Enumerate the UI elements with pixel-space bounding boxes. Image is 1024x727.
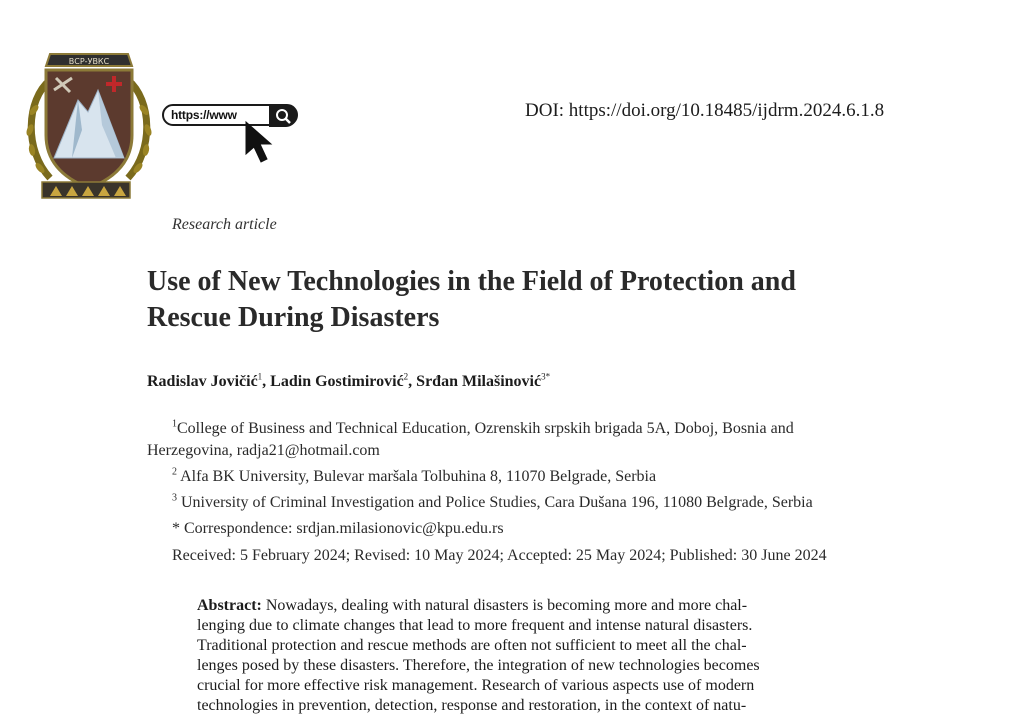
publication-dates: Received: 5 February 2024; Revised: 10 May 2024; Accepted: 25 May 2024; Published: 30 June 2024 — [172, 547, 827, 564]
arrow-cursor-icon — [244, 120, 278, 166]
affiliation-sup: 2 — [172, 466, 177, 478]
abstract-line: Traditional protection and rescue methods are often not sufficient to meet all the chal- — [197, 637, 747, 654]
abstract-line: crucial for more effective risk management. Research of various aspects use of modern — [197, 677, 755, 694]
author-name: Radislav Jovičić — [147, 373, 258, 390]
abstract-label: Abstract: — [197, 597, 262, 614]
affiliation-sup: 3 — [172, 492, 177, 504]
author-sup: 1 — [257, 371, 263, 382]
author-sup: 3* — [541, 371, 551, 382]
url-text: https://www — [171, 108, 237, 122]
abstract-line: lenges posed by these disasters. Therefore, the integration of new technologies becomes — [197, 657, 760, 674]
author-name: Ladin Gostimirović — [270, 373, 404, 390]
journal-crest-icon — [20, 40, 158, 202]
affiliation-sup: 1 — [172, 418, 177, 430]
title-line: Rescue During Disasters — [147, 302, 440, 333]
url-search-badge — [162, 104, 302, 166]
doi-link[interactable]: DOI: https://doi.org/10.18485/ijdrm.2024.6.1.8 — [525, 100, 885, 121]
author-sup: 2 — [403, 371, 409, 382]
affiliation-text: University of Criminal Investigation and Police Studies, Cara Dušana 196, 11080 Belgrade, Serbia — [181, 494, 813, 511]
author-list: Radislav Jovičić$^1$, Ladin Gostimirović$^2$, Srđan Milašinović$^{3*}$ — [147, 371, 551, 390]
abstract-line: technologies in prevention, detection, response and restoration, in the context of natu- — [197, 697, 747, 714]
affiliation-2 — [172, 466, 656, 488]
correspondence: * Correspondence: srdjan.milasionovic@kpu.edu.rs — [172, 520, 504, 537]
affiliation-3 — [172, 492, 813, 514]
abstract-line: lenging due to climate changes that lead to more frequent and intense natural disasters. — [197, 617, 753, 634]
abstract-text: Nowadays, dealing with natural disasters is becoming more and more chal- — [261, 597, 748, 614]
author-name: Srđan Milašinović — [416, 373, 542, 390]
affiliation-1-continued: Herzegovina, radja21@hotmail.com — [147, 442, 380, 459]
affiliation-text: Alfa BK University, Bulevar maršala Tolbuhina 8, 11070 Belgrade, Serbia — [180, 468, 657, 485]
abstract — [197, 596, 877, 716]
title-line: Use of New Technologies in the Field of Protection and — [147, 266, 796, 297]
journal-logo — [20, 40, 158, 202]
paper-title — [147, 264, 947, 336]
affiliation-text: College of Business and Technical Education, Ozrenskih srpskih brigada 5A, Doboj, Bosnia and — [177, 420, 794, 437]
abstract-line — [197, 596, 877, 616]
affiliation-1 — [172, 418, 794, 440]
crest-banner-text: ВСР-УВКС — [68, 57, 110, 66]
article-type: Research article — [172, 216, 277, 233]
